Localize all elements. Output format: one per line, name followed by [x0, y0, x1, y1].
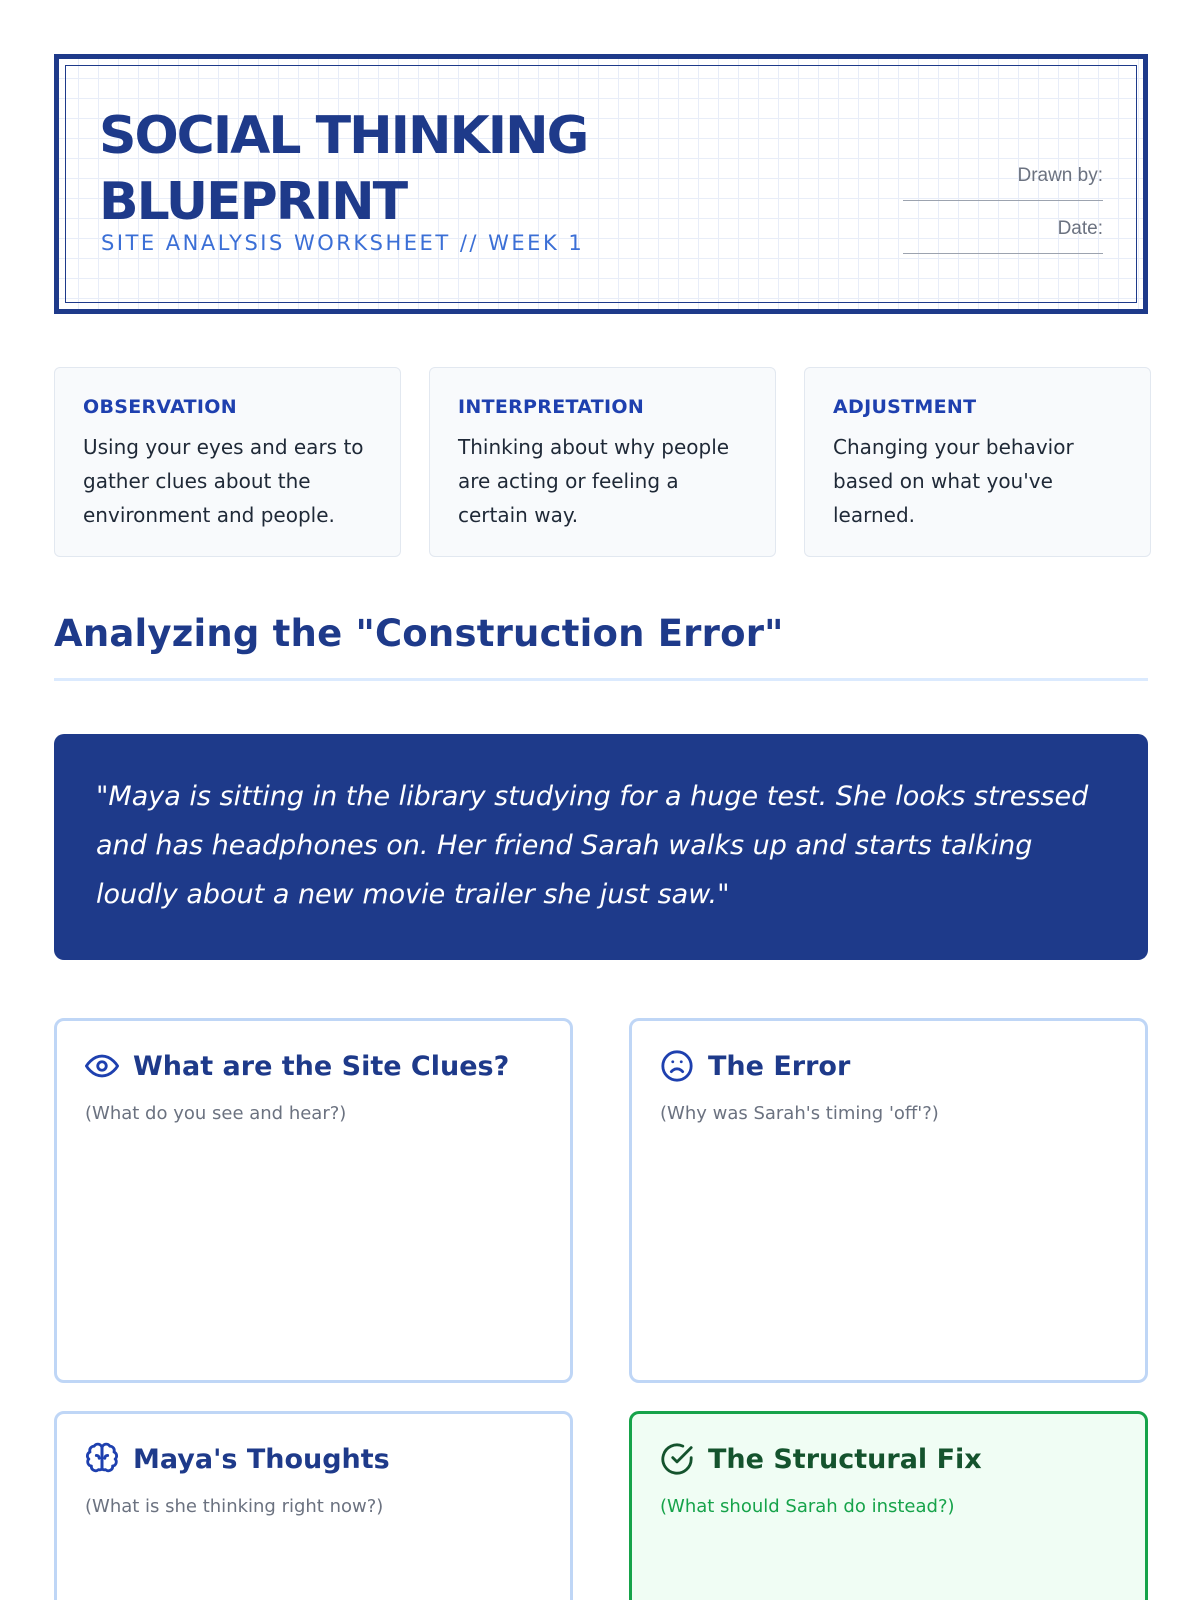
concept-card-interpretation [429, 367, 776, 557]
scenario-box [54, 734, 1148, 960]
check-circle-icon [660, 1442, 694, 1476]
card-hint: (What should Sarah do instead?) [660, 1496, 955, 1517]
concept-card-observation [54, 367, 401, 557]
worksheet-subtitle: SITE ANALYSIS WORKSHEET // WEEK 1 [101, 231, 585, 255]
date-field[interactable] [903, 218, 1103, 254]
card-title: The Error [708, 1050, 851, 1082]
frown-face-icon [660, 1049, 694, 1083]
concept-title: OBSERVATION [83, 396, 237, 418]
title-line-2: BLUEPRINT [99, 172, 407, 232]
mayas-thoughts-card[interactable] [54, 1411, 573, 1600]
drawn-by-label: Drawn by: [1017, 165, 1103, 186]
card-title: Maya's Thoughts [133, 1443, 390, 1475]
concept-text: Using your eyes and ears to gather clues about the environment and people. [83, 435, 364, 527]
card-header [85, 1442, 542, 1476]
worksheet-title [99, 103, 799, 235]
section-divider [54, 678, 1148, 681]
error-card[interactable] [629, 1018, 1148, 1383]
card-header [660, 1049, 1117, 1083]
worksheet-header [54, 54, 1148, 314]
card-hint: (What do you see and hear?) [85, 1103, 347, 1124]
structural-fix-card[interactable] [629, 1411, 1148, 1600]
card-hint: (Why was Sarah's timing 'off'?) [660, 1103, 939, 1124]
concept-title: INTERPRETATION [458, 396, 645, 418]
date-label: Date: [1057, 218, 1103, 239]
concept-text: Changing your behavior based on what you've learned. [833, 435, 1074, 527]
card-title: The Structural Fix [708, 1443, 982, 1475]
eye-icon [85, 1049, 119, 1083]
concept-card-adjustment [804, 367, 1151, 557]
card-header [660, 1442, 1117, 1476]
drawn-by-field[interactable] [903, 165, 1103, 201]
date-line[interactable] [903, 240, 1103, 254]
concept-title: ADJUSTMENT [833, 396, 977, 418]
title-line-1: SOCIAL THINKING [99, 106, 588, 166]
concept-text: Thinking about why people are acting or feeling a certain way. [458, 435, 730, 527]
drawn-by-line[interactable] [903, 187, 1103, 201]
site-clues-card[interactable] [54, 1018, 573, 1383]
card-title: What are the Site Clues? [133, 1050, 510, 1082]
card-hint: (What is she thinking right now?) [85, 1496, 384, 1517]
brain-icon [85, 1442, 119, 1476]
scenario-text: "Maya is sitting in the library studying for a huge test. She looks stressed and has headphones on. Her friend Sarah walks up and starts talking loudly about a new movie trailer she just saw." [96, 781, 1089, 910]
card-header [85, 1049, 542, 1083]
section-heading: Analyzing the "Construction Error" [54, 612, 784, 655]
